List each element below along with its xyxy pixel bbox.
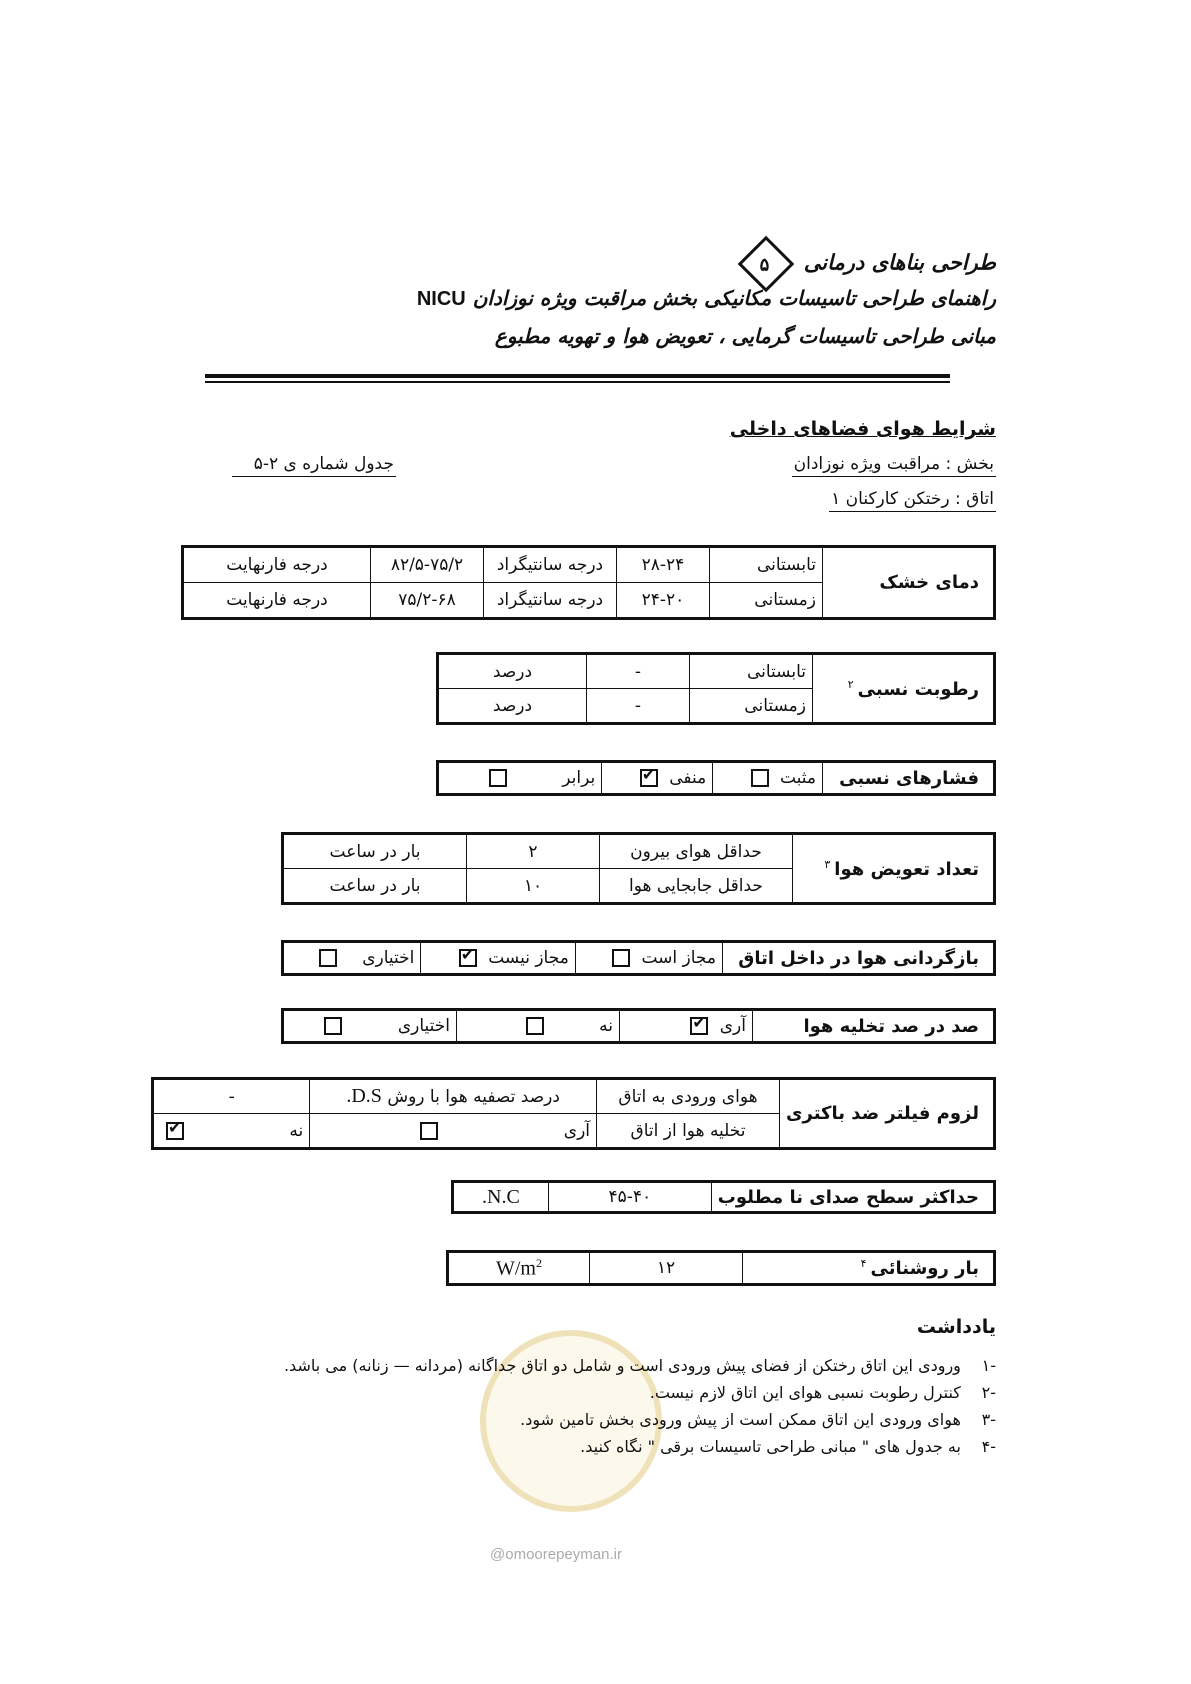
pressure-label: فشارهای نسبی xyxy=(823,762,995,795)
filter-exhaust-no-label: نه xyxy=(289,1120,304,1141)
note-text: کنترل رطوبت نسبی هوای این اتاق لازم نیست. xyxy=(649,1383,961,1402)
exhaust-optional-checkbox[interactable] xyxy=(324,1017,342,1035)
recirc-option-optional xyxy=(283,942,421,975)
lighting-unit: W/m xyxy=(496,1257,536,1280)
recirc-allowed-checkbox[interactable] xyxy=(612,949,630,967)
lighting-unit-sup: 2 xyxy=(536,1255,542,1270)
notes-title: یادداشت xyxy=(916,1316,996,1338)
recirc-optional-checkbox[interactable] xyxy=(319,949,337,967)
header-rule-thick xyxy=(205,374,950,378)
department-label: بخش : xyxy=(945,454,994,474)
noise-unit: N.C. xyxy=(453,1182,549,1213)
dry-temp-label: دمای خشک xyxy=(823,547,995,619)
filter-label: لزوم فیلتر ضد باکتری xyxy=(780,1079,995,1149)
filter-table xyxy=(151,1077,996,1150)
filter-inlet-name: هوای ورودی به اتاق xyxy=(597,1079,780,1114)
filter-inlet-method xyxy=(310,1079,597,1114)
header-rule-thin xyxy=(205,381,950,383)
noise-table xyxy=(451,1180,996,1214)
note-item xyxy=(216,1383,996,1402)
exhaust-label: صد در صد تخلیه هوا xyxy=(753,1010,995,1043)
air-change-total-unit: بار در ساعت xyxy=(283,869,467,904)
chapter-badge xyxy=(738,236,795,293)
humidity-summer-value: - xyxy=(587,654,690,689)
table-number: جدول شماره ی ۲-۵ xyxy=(232,454,396,477)
recirc-option-allowed xyxy=(575,942,722,975)
air-change-total-name: حداقل جابجایی هوا xyxy=(600,869,793,904)
lighting-label: بار روشنائی xyxy=(870,1258,979,1279)
air-change-label: تعداد تعویض هوا xyxy=(834,858,979,880)
dry-temp-winter-f-unit: درجه فارنهایت xyxy=(183,583,371,619)
exhaust-table xyxy=(281,1008,996,1044)
room-label: اتاق : xyxy=(955,489,994,509)
exhaust-optional-label: اختیاری xyxy=(397,1016,450,1036)
pressure-equal-label: برابر xyxy=(562,768,596,788)
note-item xyxy=(216,1356,996,1375)
humidity-summer-season: تابستانی xyxy=(690,654,813,689)
lighting-footnote: ۴ xyxy=(860,1257,867,1270)
humidity-winter-unit: درصد xyxy=(438,689,587,724)
pressure-negative-checkbox[interactable] xyxy=(640,769,658,787)
recirc-option-not-allowed xyxy=(421,942,575,975)
exhaust-option-no xyxy=(457,1010,620,1043)
header-line-3: مبانی طراحی تاسیسات گرمایی ، تعویض هوا و تهویه مطبوع xyxy=(494,324,996,348)
department-value: مراقبت ویژه نوزادان xyxy=(793,454,941,474)
pressure-option-equal xyxy=(438,762,602,795)
lighting-label-cell xyxy=(743,1252,995,1285)
pressure-negative-label: منفی xyxy=(669,768,707,788)
note-text: ورودی این اتاق رختکن از فضای پیش ورودی است و شامل دو اتاق جداگانه (مردانه — زنانه) می باشد. xyxy=(283,1356,961,1375)
room-value: رختکن کارکنان ۱ xyxy=(831,489,950,509)
air-change-outdoor-unit: بار در ساعت xyxy=(283,834,467,869)
filter-exhaust-yes xyxy=(310,1114,597,1149)
recirc-optional-label: اختیاری xyxy=(362,948,415,968)
air-change-total-value: ۱۰ xyxy=(467,869,600,904)
air-change-table xyxy=(281,832,996,905)
pressure-positive-label: مثبت xyxy=(779,768,816,788)
dry-temp-table xyxy=(181,545,996,620)
air-change-outdoor-value: ۲ xyxy=(467,834,600,869)
humidity-winter-season: زمستانی xyxy=(690,689,813,724)
dry-temp-winter-f: ۷۵/۲-۶۸ xyxy=(371,583,484,619)
note-number: -۳ xyxy=(981,1410,996,1429)
notes-list xyxy=(216,1356,996,1464)
humidity-winter-value: - xyxy=(587,689,690,724)
noise-value: ۴۵-۴۰ xyxy=(548,1182,711,1213)
note-text: به جدول های " مبانی طراحی تاسیسات برقی " نگاه کنید. xyxy=(580,1437,961,1456)
lighting-value: ۱۲ xyxy=(590,1252,743,1285)
pressure-equal-checkbox[interactable] xyxy=(489,769,507,787)
humidity-summer-unit: درصد xyxy=(438,654,587,689)
chapter-number: ۵ xyxy=(760,254,770,276)
pressure-option-negative xyxy=(602,762,713,795)
filter-method-text: درصد تصفیه هوا با روش xyxy=(387,1087,560,1107)
air-change-outdoor-name: حداقل هوای بیرون xyxy=(600,834,793,869)
note-text: هوای ورودی این اتاق ممکن است از پیش ورودی بخش تامین شود. xyxy=(520,1410,961,1429)
note-item xyxy=(216,1437,996,1456)
exhaust-no-label: نه xyxy=(599,1016,613,1036)
section-title: شرایط هوای فضاهای داخلی xyxy=(729,418,996,440)
note-number: -۴ xyxy=(981,1437,996,1456)
room-line xyxy=(829,489,996,512)
note-number: -۲ xyxy=(981,1383,996,1402)
dry-temp-winter-c-unit: درجه سانتیگراد xyxy=(484,583,617,619)
recirc-not-allowed-label: مجاز نیست xyxy=(488,948,569,968)
header-subtitle: راهنمای طراحی تاسیسات مکانیکی بخش مراقبت ویژه نوزادان xyxy=(472,286,996,310)
recirc-allowed-label: مجاز است xyxy=(641,948,716,968)
header-nicu: NICU xyxy=(416,288,466,310)
dry-temp-summer-c: ۲۸-۲۴ xyxy=(617,547,710,583)
pressure-table xyxy=(436,760,996,796)
lighting-unit-cell xyxy=(448,1252,590,1285)
header-line-2 xyxy=(409,286,996,311)
exhaust-option-yes xyxy=(620,1010,753,1043)
humidity-label: رطوبت نسبی xyxy=(857,678,979,700)
filter-exhaust-yes-label: آری xyxy=(563,1120,591,1141)
header-title: طراحی بناهای درمانی xyxy=(803,249,996,275)
dry-temp-summer-season: تابستانی xyxy=(710,547,823,583)
filter-inlet-value: - xyxy=(153,1079,310,1114)
recirc-table xyxy=(281,940,996,976)
filter-exhaust-yes-checkbox[interactable] xyxy=(420,1122,438,1140)
recirc-label: بازگردانی هوا در داخل اتاق xyxy=(723,942,995,975)
air-change-label-cell xyxy=(793,834,995,904)
recirc-not-allowed-checkbox[interactable] xyxy=(459,949,477,967)
pressure-option-positive xyxy=(713,762,823,795)
department-line xyxy=(792,454,996,477)
exhaust-option-optional xyxy=(283,1010,457,1043)
humidity-table xyxy=(436,652,996,725)
filter-exhaust-no xyxy=(153,1114,310,1149)
filter-exhaust-name: تخلیه هوا از اتاق xyxy=(597,1114,780,1149)
humidity-label-cell xyxy=(813,654,995,724)
note-item xyxy=(216,1410,996,1429)
dry-temp-summer-c-unit: درجه سانتیگراد xyxy=(484,547,617,583)
exhaust-yes-checkbox[interactable] xyxy=(690,1017,708,1035)
dry-temp-summer-f: ۸۲/۵-۷۵/۲ xyxy=(371,547,484,583)
air-change-footnote: ۳ xyxy=(824,857,831,871)
exhaust-yes-label: آری xyxy=(719,1016,746,1036)
filter-exhaust-no-checkbox[interactable] xyxy=(166,1122,184,1140)
dry-temp-winter-season: زمستانی xyxy=(710,583,823,619)
humidity-footnote: ۲ xyxy=(847,677,854,691)
lighting-table xyxy=(446,1250,996,1286)
header-line-1 xyxy=(736,244,996,284)
note-number: -۱ xyxy=(981,1356,996,1375)
watermark-text: @omoorepeyman.ir xyxy=(490,1546,622,1563)
dry-temp-summer-f-unit: درجه فارنهایت xyxy=(183,547,371,583)
filter-method-latin: D.S. xyxy=(346,1085,382,1107)
exhaust-no-checkbox[interactable] xyxy=(526,1017,544,1035)
noise-label: حداکثر سطح صدای نا مطلوب xyxy=(711,1182,994,1213)
pressure-positive-checkbox[interactable] xyxy=(751,769,769,787)
dry-temp-winter-c: ۲۴-۲۰ xyxy=(617,583,710,619)
